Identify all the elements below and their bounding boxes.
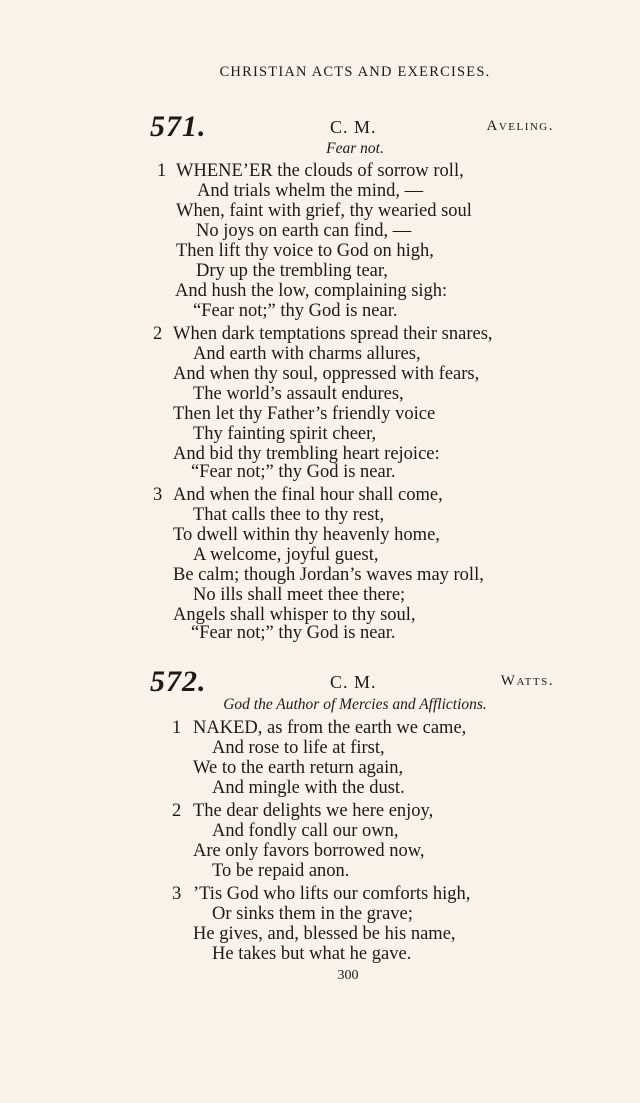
hymn-subtitle: Fear not. [326,140,384,157]
hymn-meter: C. M. [330,117,377,137]
hymn-subtitle: God the Author of Mercies and Afflictions. [223,696,487,713]
verse-line: Are only favors borrowed now, [193,841,425,861]
verse-line: And hush the low, complaining sigh: [175,281,448,301]
verse-line: Then lift thy voice to God on high, [176,241,434,261]
verse-line: And mingle with the dust. [212,778,405,798]
verse-line: “Fear not;” thy God is near. [193,301,398,321]
verse-line: ’Tis God who lifts our comforts high, [193,884,471,904]
verse-line: The world’s assault endures, [193,384,404,404]
verse-number: 2 [172,801,182,821]
verse-line: “Fear not;” thy God is near. [191,462,396,482]
verse-line: WHENE’ER the clouds of sorrow roll, [176,161,464,181]
verse-line: Then let thy Father’s friendly voice [173,404,436,424]
page-number: 300 [337,968,359,983]
verse-line: We to the earth return again, [193,758,404,778]
verse-line: Be calm; though Jordan’s waves may roll, [173,565,484,585]
verse-line: The dear delights we here enjoy, [193,801,434,821]
verse-line: “Fear not;” thy God is near. [191,623,396,643]
hymn-header [0,665,640,698]
verse-line: When dark temptations spread their snares, [173,324,493,344]
verse-line: That calls thee to thy rest, [193,505,385,525]
verse-line: And fondly call our own, [212,821,399,841]
verse-line: Thy fainting spirit cheer, [193,424,377,444]
verse-number: 3 [153,485,163,505]
verse-number: 3 [172,884,182,904]
verse-line: No ills shall meet thee there; [193,585,406,605]
verse-line: Dry up the trembling tear, [196,261,388,281]
verse-line: And rose to life at first, [212,738,385,758]
verse-line: Or sinks them in the grave; [212,904,413,924]
verse-line: And trials whelm the mind, — [197,181,424,201]
hymn-meter: C. M. [330,672,377,692]
verse-line: No joys on earth can find, — [196,221,412,241]
verse-line: NAKED, as from the earth we came, [193,718,467,738]
verse-number: 1 [157,161,167,181]
verse-line: He gives, and, blessed be his name, [193,924,456,944]
verse-line: A welcome, joyful guest, [193,545,379,565]
verse-line: To dwell within thy heavenly home, [173,525,440,545]
verse-line: To be repaid anon. [212,861,350,881]
hymn-number: 572. [150,665,207,698]
hymn-tune: Aveling. [486,118,554,134]
verse-line: And when thy soul, oppressed with fears, [173,364,480,384]
hymn-tune: Watts. [500,673,554,689]
verse-line: Angels shall whisper to thy soul, [173,605,416,625]
verse-line: And earth with charms allures, [193,344,421,364]
verse-number: 1 [172,718,182,738]
hymn-number: 571. [150,110,207,143]
running-head: CHRISTIAN ACTS AND EXERCISES. [219,64,491,80]
verse-line: And bid thy trembling heart rejoice: [173,444,440,464]
verse-number: 2 [153,324,163,344]
verse-line: He takes but what he gave. [212,944,412,964]
hymn-header [0,110,640,143]
verse-line: And when the final hour shall come, [173,485,443,505]
verse-line: When, faint with grief, thy wearied soul [176,201,472,221]
